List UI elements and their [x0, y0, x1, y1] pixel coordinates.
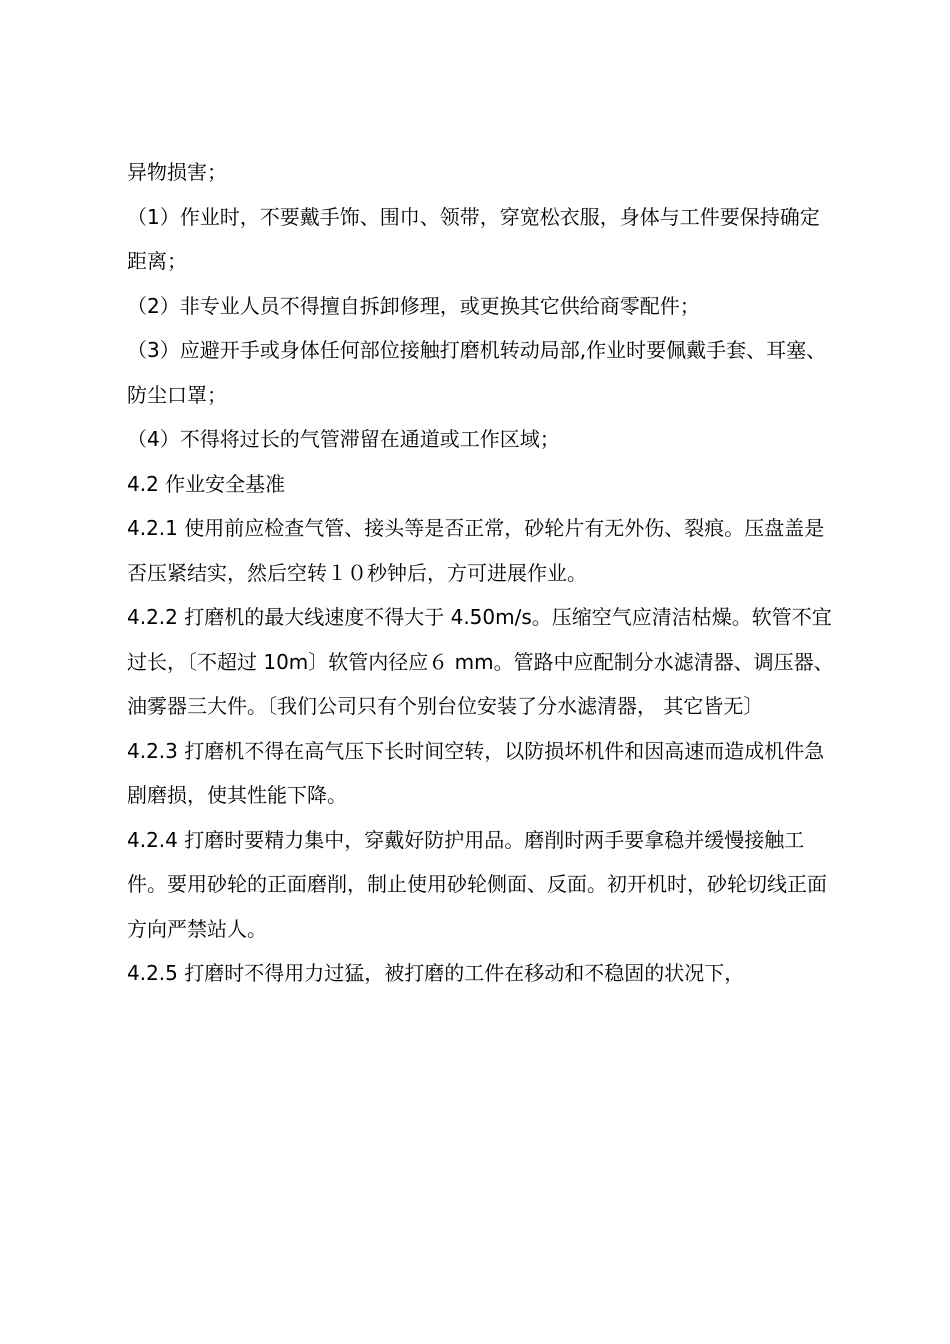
paragraph-4-2-4: 4.2.4 打磨时要精力集中，穿戴好防护用品。磨削时两手要拿稳并缓慢接触工件。要用砂轮的正面磨削，制止使用砂轮侧面、反面。初开机时，砂轮切线正面方向严禁站人。: [127, 827, 827, 941]
paragraph-rule-2: （2）非专业人员不得擅自拆卸修理，或更换其它供给商零配件；: [127, 293, 700, 318]
paragraph-rule-3: （3）应避开手或身体任何部位接触打磨机转动局部,作业时要佩戴手套、耳塞、防尘口罩；: [127, 338, 827, 407]
document-body: [127, 150, 837, 996]
paragraph-4-2-5: 4.2.5 打磨时不得用力过猛，被打磨的工件在移动和不稳固的状况下，: [127, 961, 745, 985]
paragraph-foreign-matter: 异物损害；: [127, 160, 227, 184]
paragraph-4-2-2: 4.2.2 打磨机的最大线速度不得大于 4.50m/s。压缩空气应清洁枯燥。软管不宜过长，〔不超过 10m〕软管内径应６ mm。管路中应配制分水滤清器、调压器、油雾器三大件。〔我们公司只有个别台位安装了分水滤清器， 其它皆无〕: [127, 605, 834, 718]
paragraph-rule-4: （4）不得将过长的气管滞留在通道或工作区域；: [127, 427, 560, 451]
section-heading-4-2: 4.2 作业安全基准: [127, 471, 286, 496]
paragraph-rule-1: （1）作业时，不要戴手饰、围巾、领带，穿宽松衣服，身体与工件要保持确定距离；: [127, 204, 820, 273]
paragraph-4-2-1: 4.2.1 使用前应检查气管、接头等是否正常，砂轮片有无外伤、裂痕。压盘盖是否压紧结实，然后空转１０秒钟后，方可进展作业。: [127, 516, 825, 585]
paragraph-4-2-3: 4.2.3 打磨机不得在高气压下长时间空转，以防损坏机件和因高速而造成机件急剧磨损，使其性能下降。: [127, 738, 825, 807]
